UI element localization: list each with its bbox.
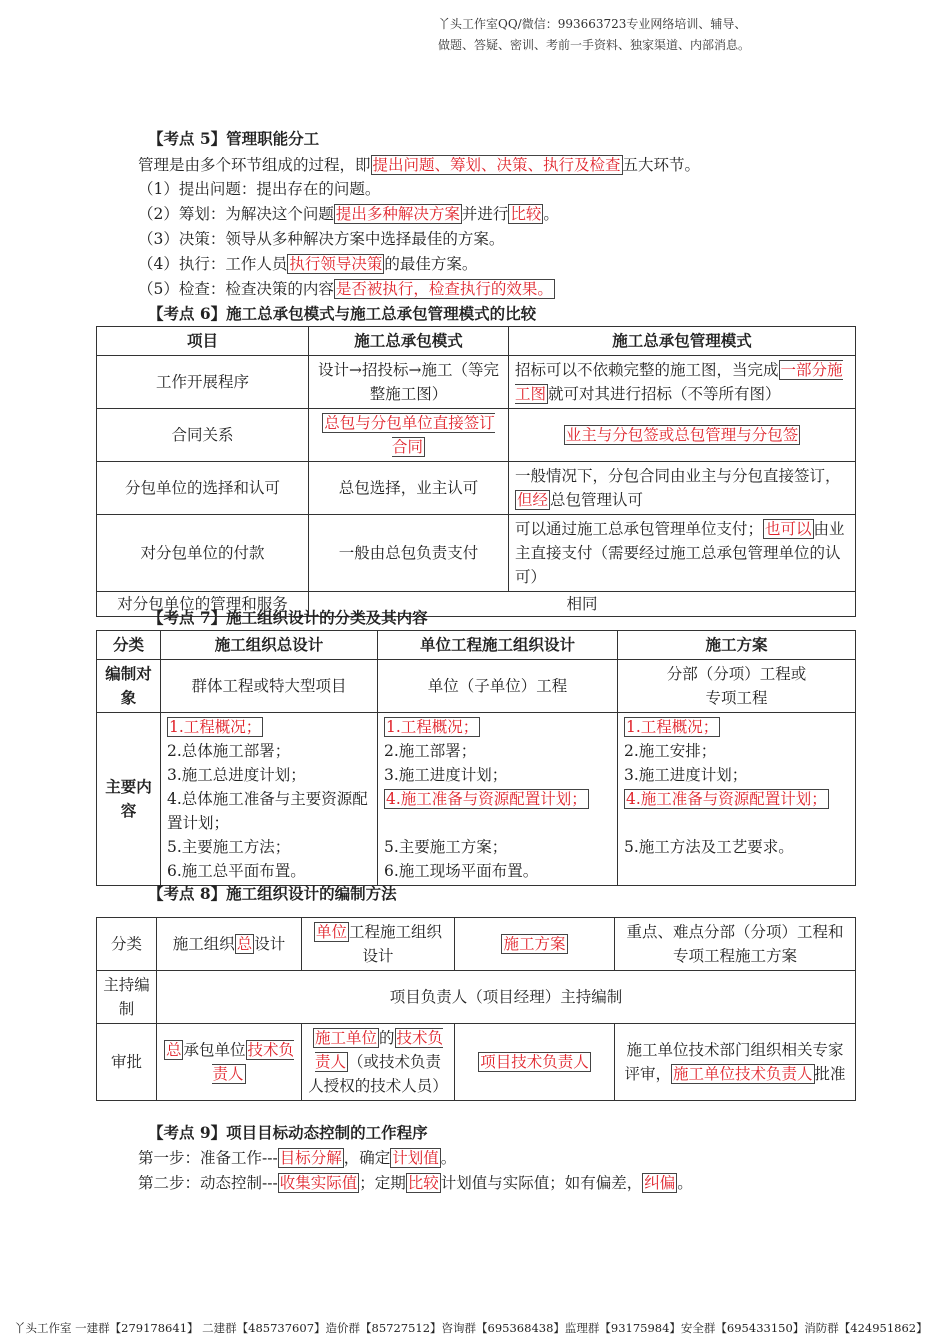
page-header — [438, 14, 898, 56]
table-row: 分类 施工组织总设计 单位工程施工组织设计 施工方案 — [97, 631, 856, 660]
table-row: 工作开展程序 设计→招投标→施工（等完整施工图） 招标可以不依赖完整的施工图，当完成 一部分施工图 就可对其进行招标（不等所有图） — [97, 356, 856, 409]
k7-title: 【考点 7】施工组织设计的分类及其内容 — [148, 608, 428, 627]
k5-line-2: （2）筹划：为解决这个问题 提出多种解决方案 并进行 比较 。 — [138, 205, 559, 223]
k5-line-5: （5）检查：检查决策的内容 是否被执行，检查执行的效果。 — [138, 280, 553, 298]
k6-table — [96, 326, 856, 617]
table-row: 合同关系 总包与分包单位直接签订合同 业主与分包签或总包管理与分包签 — [97, 409, 856, 462]
k5-line-4: （4）执行：工作人员 执行领导决策 的最佳方案。 — [138, 255, 478, 273]
k8-table — [96, 917, 856, 1101]
header-line-2: 做题、答疑、密训、考前一手资料、独家渠道、内部消息。 — [438, 38, 751, 52]
table-row: 对分包单位的管理和服务 相同 — [97, 592, 856, 617]
header-line-1: 丫头工作室QQ/微信：993663723专业网络培训、辅导、 — [438, 17, 747, 31]
k7-table — [96, 630, 856, 886]
table-row: 对分包单位的付款 一般由总包负责支付 可以通过施工总承包管理单位支付； 也可以 由业主直接支付（需要经过施工总承包管理单位的认可） — [97, 515, 856, 592]
k5-title: 【考点 5】管理职能分工 — [148, 129, 320, 148]
table-row: 分包单位的选择和认可 总包选择，业主认可 一般情况下，分包合同由业主与分包直接签订，但经 总包管理认可 — [97, 462, 856, 515]
k8-title: 【考点 8】施工组织设计的编制方法 — [148, 884, 397, 903]
k5-line-1: （1）提出问题：提出存在的问题。 — [138, 180, 381, 198]
k6-header-gcm: 施工总承包管理模式 — [509, 327, 856, 356]
k9-step-1: 第一步：准备工作--- 目标分解 ，确定 计划值 。 — [138, 1149, 457, 1167]
table-row: 编制对象 群体工程或特大型项目 单位（子单位）工程 分部（分项）工程或 专项工程 — [97, 660, 856, 713]
table-row: 审批 总 承包单位 技术负责人 施工单位 的 技术负责人 （或技术负责人授权的技术人员） 项目技术负责人 施工单位技术部门组织相关专家评审， 施工单位技术负责人 批准 — [97, 1024, 856, 1101]
k5-intro-highlight: 提出问题、筹划、决策、执行及检查 — [372, 156, 621, 174]
page-footer: 丫头工作室 一建群【279178641】 二建群【485737607】造价群【85727512】咨询群【695368438】监理群【93175984】安全群【695433150】消防群【424951862】 — [14, 1321, 928, 1335]
k9-title: 【考点 9】项目目标动态控制的工作程序 — [148, 1123, 428, 1142]
table-row: 分类 施工组织 总 设计 单位 工程施工组织设计 施工方案 重点、难点分部（分项）工程和专项工程施工方案 — [97, 918, 856, 971]
k5-line-3: （3）决策：领导从多种解决方案中选择最佳的方案。 — [138, 230, 505, 248]
k5-intro: 管理是由多个环节组成的过程，即 提出问题、筹划、决策、执行及检查 五大环节。 — [138, 156, 701, 174]
table-row: 主要内容 1.工程概况； 2.总体施工部署； 3.施工总进度计划； 4.总体施工准备与主要资源配置计划； 5.主要施工方法； 6.施工总平面布置。 1.工程概况； 2.施工部署； 3.施工进度计划； 4.施工准备与资源配置计划； 5.主要施工方案； 6.施工现场平面布置。 1.工程概况； 2.施工安排； 3.施工进度计划； 4.施工准备与资源配置计划； 5.施工方法及工艺要求。 — [97, 713, 856, 886]
k6-title: 【考点 6】施工总承包模式与施工总承包管理模式的比较 — [148, 304, 537, 323]
k6-header-item: 项目 — [97, 327, 309, 356]
table-row: 主持编制 项目负责人（项目经理）主持编制 — [97, 971, 856, 1024]
k6-header-gc: 施工总承包模式 — [309, 327, 509, 356]
k9-step-2: 第二步：动态控制--- 收集实际值 ；定期 比较 计划值与实际值；如有偏差， 纠偏 。 — [138, 1174, 693, 1192]
table-row — [97, 327, 856, 356]
